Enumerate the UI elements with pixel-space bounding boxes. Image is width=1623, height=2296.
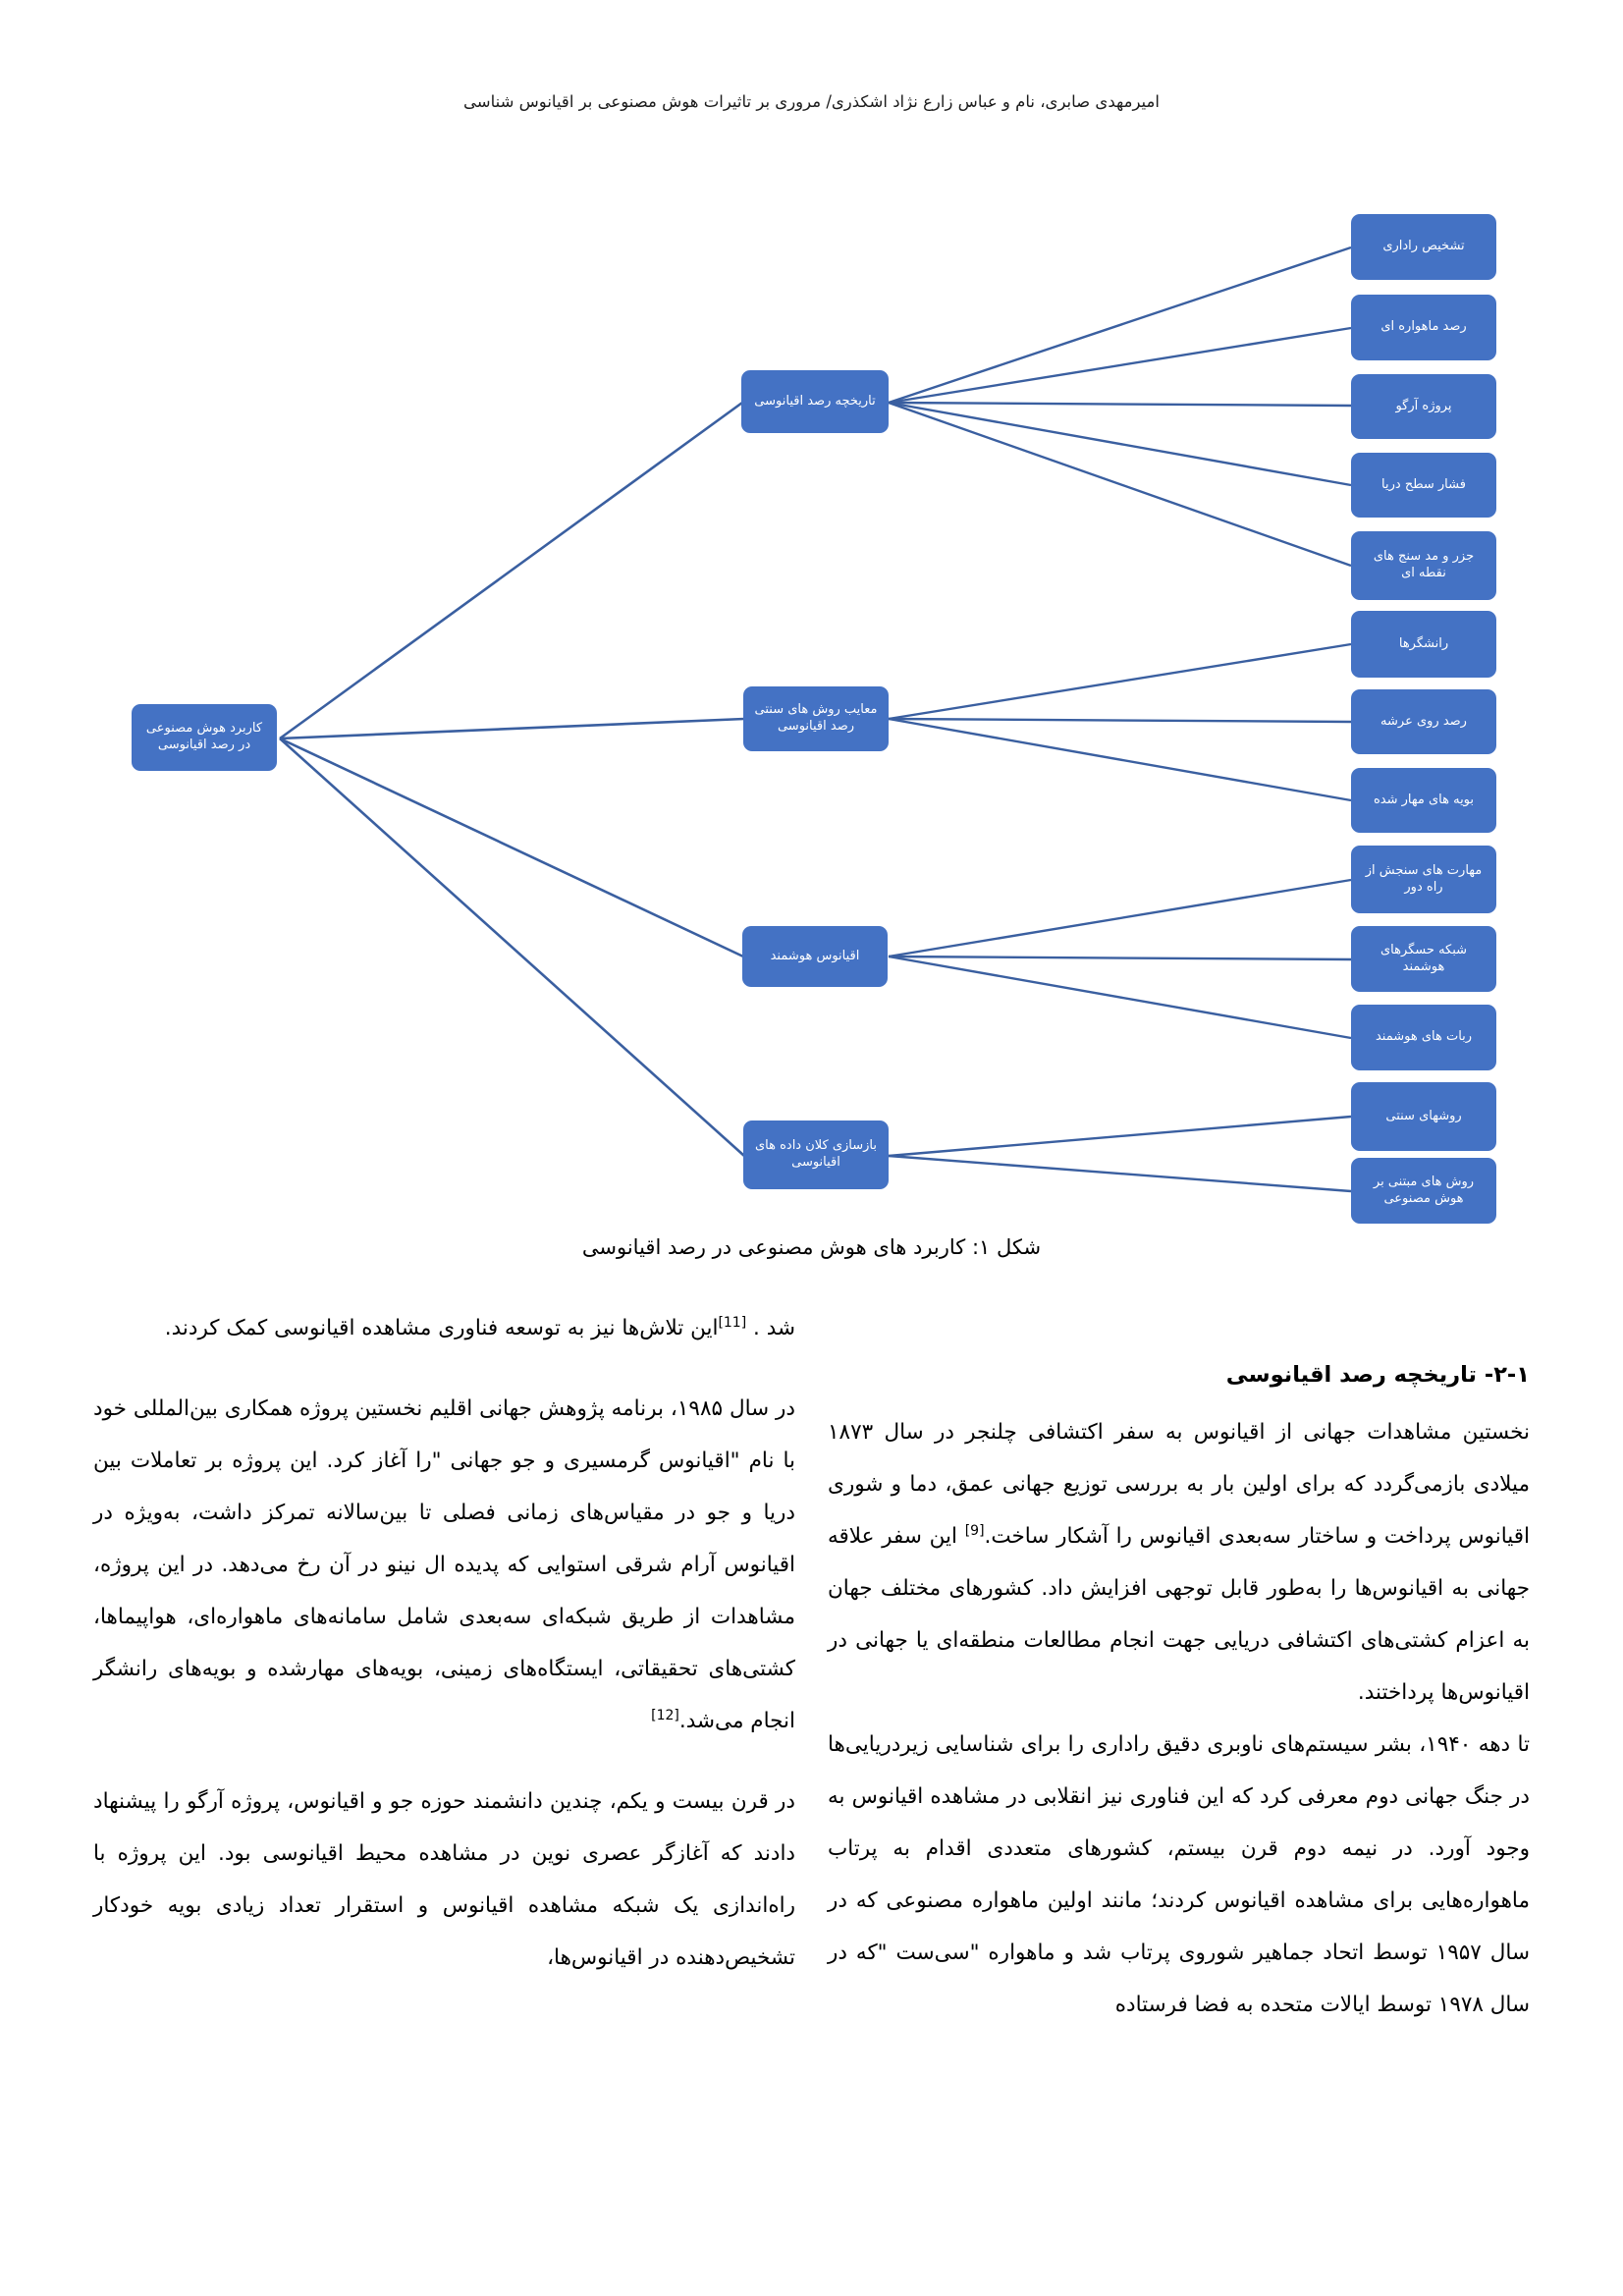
citation-ref: [9] bbox=[964, 1522, 985, 1539]
diagram-leaf-drifters: رانشگرها bbox=[1351, 611, 1496, 678]
paragraph: در سال ۱۹۸۵، برنامه پژوهش جهانی اقلیم نخستین پروژه همکاری بین‌المللی خود با نام "اقیانوس گرمسیری و جو جهانی "را آغاز کرد. این پروژه بر تعاملات بین دریا و جو در مقیاس‌های زمانی فصلی تا بین‌سالانه تمرکز داشت، به‌ویژه در اقیانوس آرام شرقی استوایی که پدیده ال نینو در آن رخ می‌دهد. در این پروژه، مشاهدات از طریق شبکه‌ای سه‌بعدی شامل سامانه‌های ماهواره‌ای، هواپیماها، کشتی‌های تحقیقاتی، ایستگاه‌های زمینی، بویه‌های مهارشده و بویه‌های رانشگر انجام می‌شد.[12] bbox=[93, 1396, 795, 1733]
diagram-leaf-moored-buoys: بویه های مهار شده bbox=[1351, 768, 1496, 833]
connector-line bbox=[889, 957, 1351, 959]
citation-ref: [12] bbox=[651, 1707, 679, 1723]
connector-line bbox=[889, 247, 1351, 403]
connector-line bbox=[280, 403, 742, 738]
paragraph: تا دهه ۱۹۴۰، بشر سیستم‌های ناوبری دقیق راداری را برای شناسایی زیردریایی‌ها در جنگ جهانی دوم معرفی کرد که این فناوری نیز انقلابی در مشاهده اقیانوس به وجود آورد. در نیمه دوم قرن بیستم، کشورهای متعددی اقدام به پرتاب ماهواره‌هایی برای مشاهده اقیانوس کردند؛ مانند اولین ماهواره مصنوعی که در سال ۱۹۵۷ توسط اتحاد جماهیر شوروی پرتاب شد و ماهواره "سی‌ست "که در سال ۱۹۷۸ توسط ایالات متحده به فضا فرستاده bbox=[828, 1732, 1530, 2017]
connector-line bbox=[889, 957, 1351, 1038]
paragraph: نخستین مشاهدات جهانی از اقیانوس به سفر اکتشافی چلنجر در سال ۱۸۷۳ میلادی بازمی‌گردد که برای اولین بار به بررسی توزیع جهانی عمق، دما و شوری اقیانوس پرداخت و ساختار سه‌بعدی اقیانوس را آشکار ساخت.[9] این سفر علاقه جهانی به اقیانوس‌ها را به‌طور قابل توجهی افزایش داد. کشورهای مختلف جهان به اعزام کشتی‌های اکتشافی دریایی جهت انجام مطالعات منطقه‌ای یا جهانی در اقیانوس‌ها پرداختند. bbox=[828, 1420, 1530, 1705]
diagram-node-branch-smart-ocean: اقیانوس هوشمند bbox=[742, 926, 888, 987]
left-column bbox=[93, 1302, 795, 2012]
diagram-leaf-point-tide-gauges: جزر و مد سنج های نقطه ای bbox=[1351, 531, 1496, 600]
right-column-paragraphs bbox=[828, 1406, 1530, 2031]
citation-ref: [11] bbox=[718, 1314, 747, 1331]
diagram-node-branch-history: تاریخچه رصد اقیانوسی bbox=[741, 370, 889, 433]
diagram-node-branch-bigdata: بازسازی کلان داده های اقیانوسی bbox=[743, 1121, 889, 1189]
connector-line bbox=[280, 738, 743, 957]
connector-line bbox=[889, 403, 1351, 406]
connector-line bbox=[889, 403, 1351, 485]
connector-line bbox=[280, 738, 744, 1156]
diagram-leaf-traditional-methods: روشهای سنتی bbox=[1351, 1082, 1496, 1151]
diagram-leaf-satellite-observation: رصد ماهواره ای bbox=[1351, 295, 1496, 360]
connector-line bbox=[889, 403, 1351, 566]
diagram-leaf-ai-based-methods: روش های مبتنی بر هوش مصنوعی bbox=[1351, 1158, 1496, 1224]
connector-line bbox=[889, 644, 1351, 719]
figure-caption: شکل ۱: کاربرد های هوش مصنوعی در رصد اقیانوسی bbox=[581, 1235, 1042, 1259]
diagram-node-root: کاربرد هوش مصنوعی در رصد اقیانوسی bbox=[132, 704, 277, 771]
section-heading: ۲-۱- تاریخچه رصد اقیانوسی bbox=[1225, 1362, 1530, 1388]
diagram-leaf-argo-project: پروژه آرگو bbox=[1351, 374, 1496, 439]
right-column bbox=[828, 1353, 1530, 2031]
connector-line bbox=[889, 1156, 1351, 1191]
connector-line bbox=[889, 880, 1351, 957]
connector-line bbox=[889, 719, 1351, 722]
connector-line bbox=[889, 719, 1351, 800]
connector-line bbox=[280, 719, 744, 738]
left-column-paragraphs bbox=[93, 1302, 795, 1984]
running-header: امیرمهدی صابری، نام و عباس زارع نژاد اشکذری/ مروری بر تاثیرات هوش مصنوعی بر اقیانوس شناسی bbox=[463, 92, 1160, 111]
diagram-leaf-radar-detection: تشخیص راداری bbox=[1351, 214, 1496, 280]
diagram-leaf-smart-sensor-network: شبکه حسگرهای هوشمند bbox=[1351, 926, 1496, 992]
connector-line bbox=[889, 328, 1351, 403]
diagram-node-branch-disadvantages: معایب روش های سنتی رصد اقیانوسی bbox=[743, 686, 889, 751]
connector-line bbox=[889, 1117, 1351, 1156]
diagram-leaf-remote-sensing: مهارت های سنجش از راه دور bbox=[1351, 846, 1496, 913]
paragraph: شد . [11]این تلاش‌ها نیز به توسعه فناوری مشاهده اقیانوسی کمک کردند. bbox=[164, 1314, 795, 1340]
diagram-leaf-sea-surface-pressure: فشار سطح دریا bbox=[1351, 453, 1496, 518]
diagram-leaf-smart-robots: ربات های هوشمند bbox=[1351, 1005, 1496, 1070]
diagram-leaf-deck-observation: رصد روی عرشه bbox=[1351, 689, 1496, 754]
paragraph: در قرن بیست و یکم، چندین دانشمند حوزه جو و اقیانوس، پروژه آرگو را پیشنهاد دادند که آغازگر عصری نوین در مشاهده محیط اقیانوسی بود. این پروژه با راه‌اندازی یک شبکه مشاهده اقیانوس و استقرار تعداد زیادی بویه خودکار تشخیص‌دهنده در اقیانوس‌ها، bbox=[93, 1789, 795, 1970]
